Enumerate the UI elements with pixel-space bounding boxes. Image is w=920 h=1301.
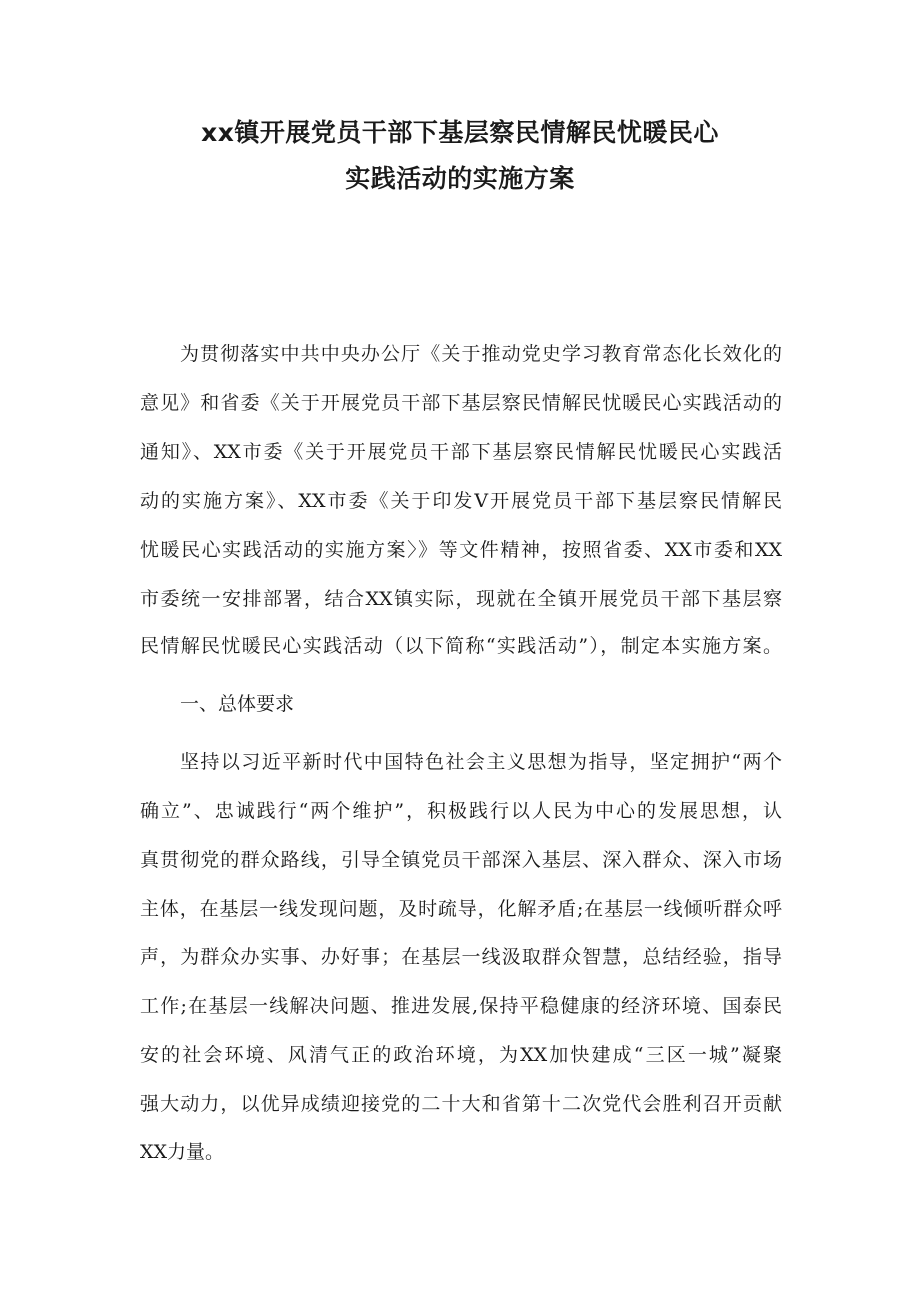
intro-line-5: 忧暖民心实践活动的实施方案〉》等文件精神，按照省委、XX市委和XX xyxy=(140,539,782,561)
intro-line-4: 动的实施方案》、XX市委《关于印发V开展党员干部下基层察民情解民 xyxy=(140,490,782,512)
intro-line-7: 民情解民忧暖民心实践活动（以下简称“实践活动”），制定本实施方案。 xyxy=(140,635,782,657)
section1-line-6: 工作;在基层一线解决问题、推进发展,保持平稳健康的经济环境、国泰民 xyxy=(140,995,782,1017)
document-title-line-2: 实践活动的实施方案 xyxy=(345,164,575,193)
intro-line-1: 为贯彻落实中共中央办公厅《关于推动党史学习教育常态化长效化的 xyxy=(180,343,782,365)
section1-line-3: 真贯彻党的群众路线，引导全镇党员干部深入基层、深入群众、深入市场 xyxy=(140,849,782,871)
section-heading-overall-requirements: 一、总体要求 xyxy=(180,693,295,715)
section1-line-7: 安的社会环境、风清气正的政治环境，为XX加快建成“三区一城”凝聚 xyxy=(140,1044,782,1066)
section1-line-5: 声，为群众办实事、办好事；在基层一线汲取群众智慧，总结经验，指导 xyxy=(140,946,782,968)
document-title-line-1: xx镇开展党员干部下基层察民情解民忧暖民心 xyxy=(201,118,719,147)
section1-line-9: XX力量。 xyxy=(140,1141,225,1163)
section1-line-1: 坚持以习近平新时代中国特色社会主义思想为指导，坚定拥护“两个 xyxy=(180,751,782,773)
intro-line-2: 意见》和省委《关于开展党员干部下基层察民情解民忧暖民心实践活动的 xyxy=(140,392,782,414)
intro-line-3: 通知》、XX市委《关于开展党员干部下基层察民情解民忧暖民心实践活 xyxy=(140,441,782,463)
section1-line-8: 强大动力，以优异成绩迎接党的二十大和省第十二次党代会胜利召开贡献 xyxy=(140,1093,782,1115)
section1-line-4: 主体，在基层一线发现问题，及时疏导，化解矛盾;在基层一线倾听群众呼 xyxy=(140,898,782,920)
intro-line-6: 市委统一安排部署，结合XX镇实际，现就在全镇开展党员干部下基层察 xyxy=(140,588,782,610)
section1-line-2: 确立”、忠诚践行“两个维护”，积极践行以人民为中心的发展思想，认 xyxy=(140,800,782,822)
